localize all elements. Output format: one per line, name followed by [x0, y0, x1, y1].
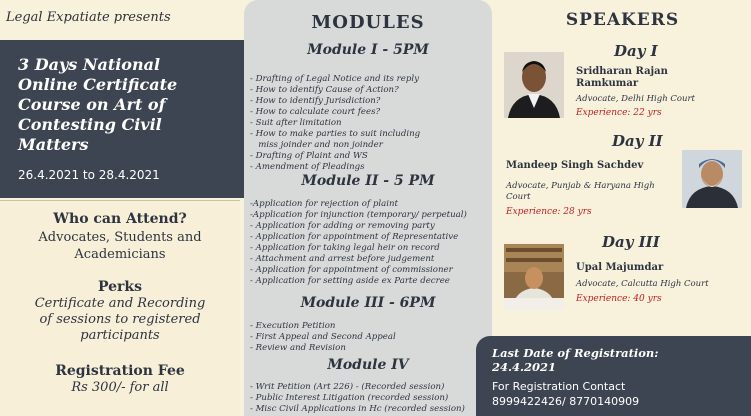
fee-heading: Registration Fee: [55, 363, 185, 379]
list-item: - Drafting of Plaint and WS: [250, 151, 368, 161]
list-item: -Application for rejection of plaint: [250, 199, 398, 209]
speakers-panel: [494, 0, 751, 336]
contact-phones: 8999422426/ 8770140909: [492, 395, 640, 408]
list-item: - How to calculate court fees?: [250, 107, 381, 117]
module-2-heading: Module II - 5 PM: [301, 173, 435, 189]
speakers-title: SPEAKERS: [565, 10, 680, 30]
list-item: - Review and Revision: [250, 343, 346, 353]
module-3-list: [250, 321, 490, 354]
speaker-2-experience: Experience: 28 yrs: [506, 207, 592, 217]
speaker-3-photo: [504, 244, 564, 310]
who-text: [0, 229, 240, 263]
speaker-1-name-line: Sridharan Rajan: [576, 66, 668, 77]
fee-value: Rs 300/- for all: [71, 380, 169, 395]
who-line: Advocates, Students and: [38, 230, 202, 245]
list-item: - Misc Civil Applications in Hc (recorded session): [250, 404, 465, 414]
list-item: - How to identify Cause of Action?: [250, 85, 399, 95]
module-4-list: [250, 382, 490, 415]
course-title: [18, 55, 278, 155]
list-item: miss joinder and non joinder: [250, 140, 383, 150]
list-item: - Application for adding or removing party: [250, 221, 435, 231]
speaker-2-role: Advocate, Punjab & Haryana High Court: [506, 181, 655, 202]
module-2-list: [250, 199, 490, 287]
day-2-label: Day II: [612, 132, 663, 150]
course-title-line: Online Certificate: [18, 75, 178, 94]
list-item: - Application for appointment of Representative: [250, 232, 459, 242]
person-icon: [504, 52, 564, 118]
who-line: Academicians: [74, 247, 166, 262]
speaker-3-experience: Experience: 40 yrs: [576, 294, 662, 304]
list-item: - How to make parties to suit including: [250, 129, 421, 139]
modules-panel: [244, 0, 492, 416]
module-1-heading: Module I - 5PM: [307, 42, 429, 58]
perks-text: [0, 296, 240, 344]
speaker-1-name: [576, 66, 668, 90]
list-item: - How to identify Jurisdiction?: [250, 96, 381, 106]
registration-deadline: [492, 346, 659, 374]
speaker-3-name: Upal Majumdar: [576, 262, 664, 273]
person-icon: [504, 244, 564, 310]
modules-title: MODULES: [311, 12, 425, 33]
day-3-label: Day III: [602, 233, 660, 251]
course-title-line: Course on Art of: [18, 95, 166, 114]
presenter-text: Legal Expatiate presents: [6, 10, 171, 25]
list-item: - Attachment and arrest before judgement: [250, 254, 435, 264]
list-item: - Drafting of Legal Notice and its reply: [250, 74, 419, 84]
list-item: - Writ Petition (Art 226) - (Recorded session): [250, 382, 445, 392]
list-item: - First Appeal and Second Appeal: [250, 332, 396, 342]
list-item: - Amendment of Pleadings: [250, 162, 365, 172]
perks-line: of sessions to registered: [39, 312, 201, 327]
list-item: -Application for injunction (temporary/ perpetual): [250, 210, 467, 220]
list-item: - Public Interest Litigation (recorded session): [250, 393, 449, 403]
person-icon: [682, 150, 742, 208]
contact-label: For Registration Contact: [492, 380, 626, 393]
list-item: - Application for taking legal heir on record: [250, 243, 440, 253]
list-item: - Suit after limitation: [250, 118, 342, 128]
course-title-line: 3 Days National: [18, 55, 161, 74]
course-title-line: Contesting Civil: [18, 115, 162, 134]
speaker-1-photo: [504, 52, 564, 118]
list-item: - Application for appointment of commissioner: [250, 265, 453, 275]
speaker-2-name: Mandeep Singh Sachdev: [506, 160, 644, 171]
perks-line: Certificate and Recording: [34, 296, 206, 311]
course-dates: 26.4.2021 to 28.4.2021: [18, 168, 160, 182]
course-title-line: Matters: [18, 135, 89, 154]
module-4-heading: Module IV: [327, 357, 409, 373]
speaker-1-experience: Experience: 22 yrs: [576, 108, 662, 118]
speaker-2-photo: [682, 150, 742, 208]
module-1-list: [250, 74, 490, 173]
who-heading: Who can Attend?: [53, 211, 187, 227]
perks-line: participants: [80, 328, 160, 343]
module-3-heading: Module III - 6PM: [300, 295, 436, 311]
speaker-3-role: Advocate, Calcutta High Court: [576, 279, 709, 289]
last-date-label: Last Date of Registration:: [492, 346, 659, 360]
speaker-1-name-line: Ramkumar: [576, 78, 639, 89]
list-item: - Application for setting aside ex Parte decree: [250, 276, 450, 286]
perks-heading: Perks: [97, 279, 143, 295]
list-item: - Execution Petition: [250, 321, 336, 331]
day-1-label: Day I: [614, 42, 658, 60]
speaker-1-role: Advocate, Delhi High Court: [576, 94, 695, 104]
last-date-value: 24.4.2021: [492, 360, 557, 374]
